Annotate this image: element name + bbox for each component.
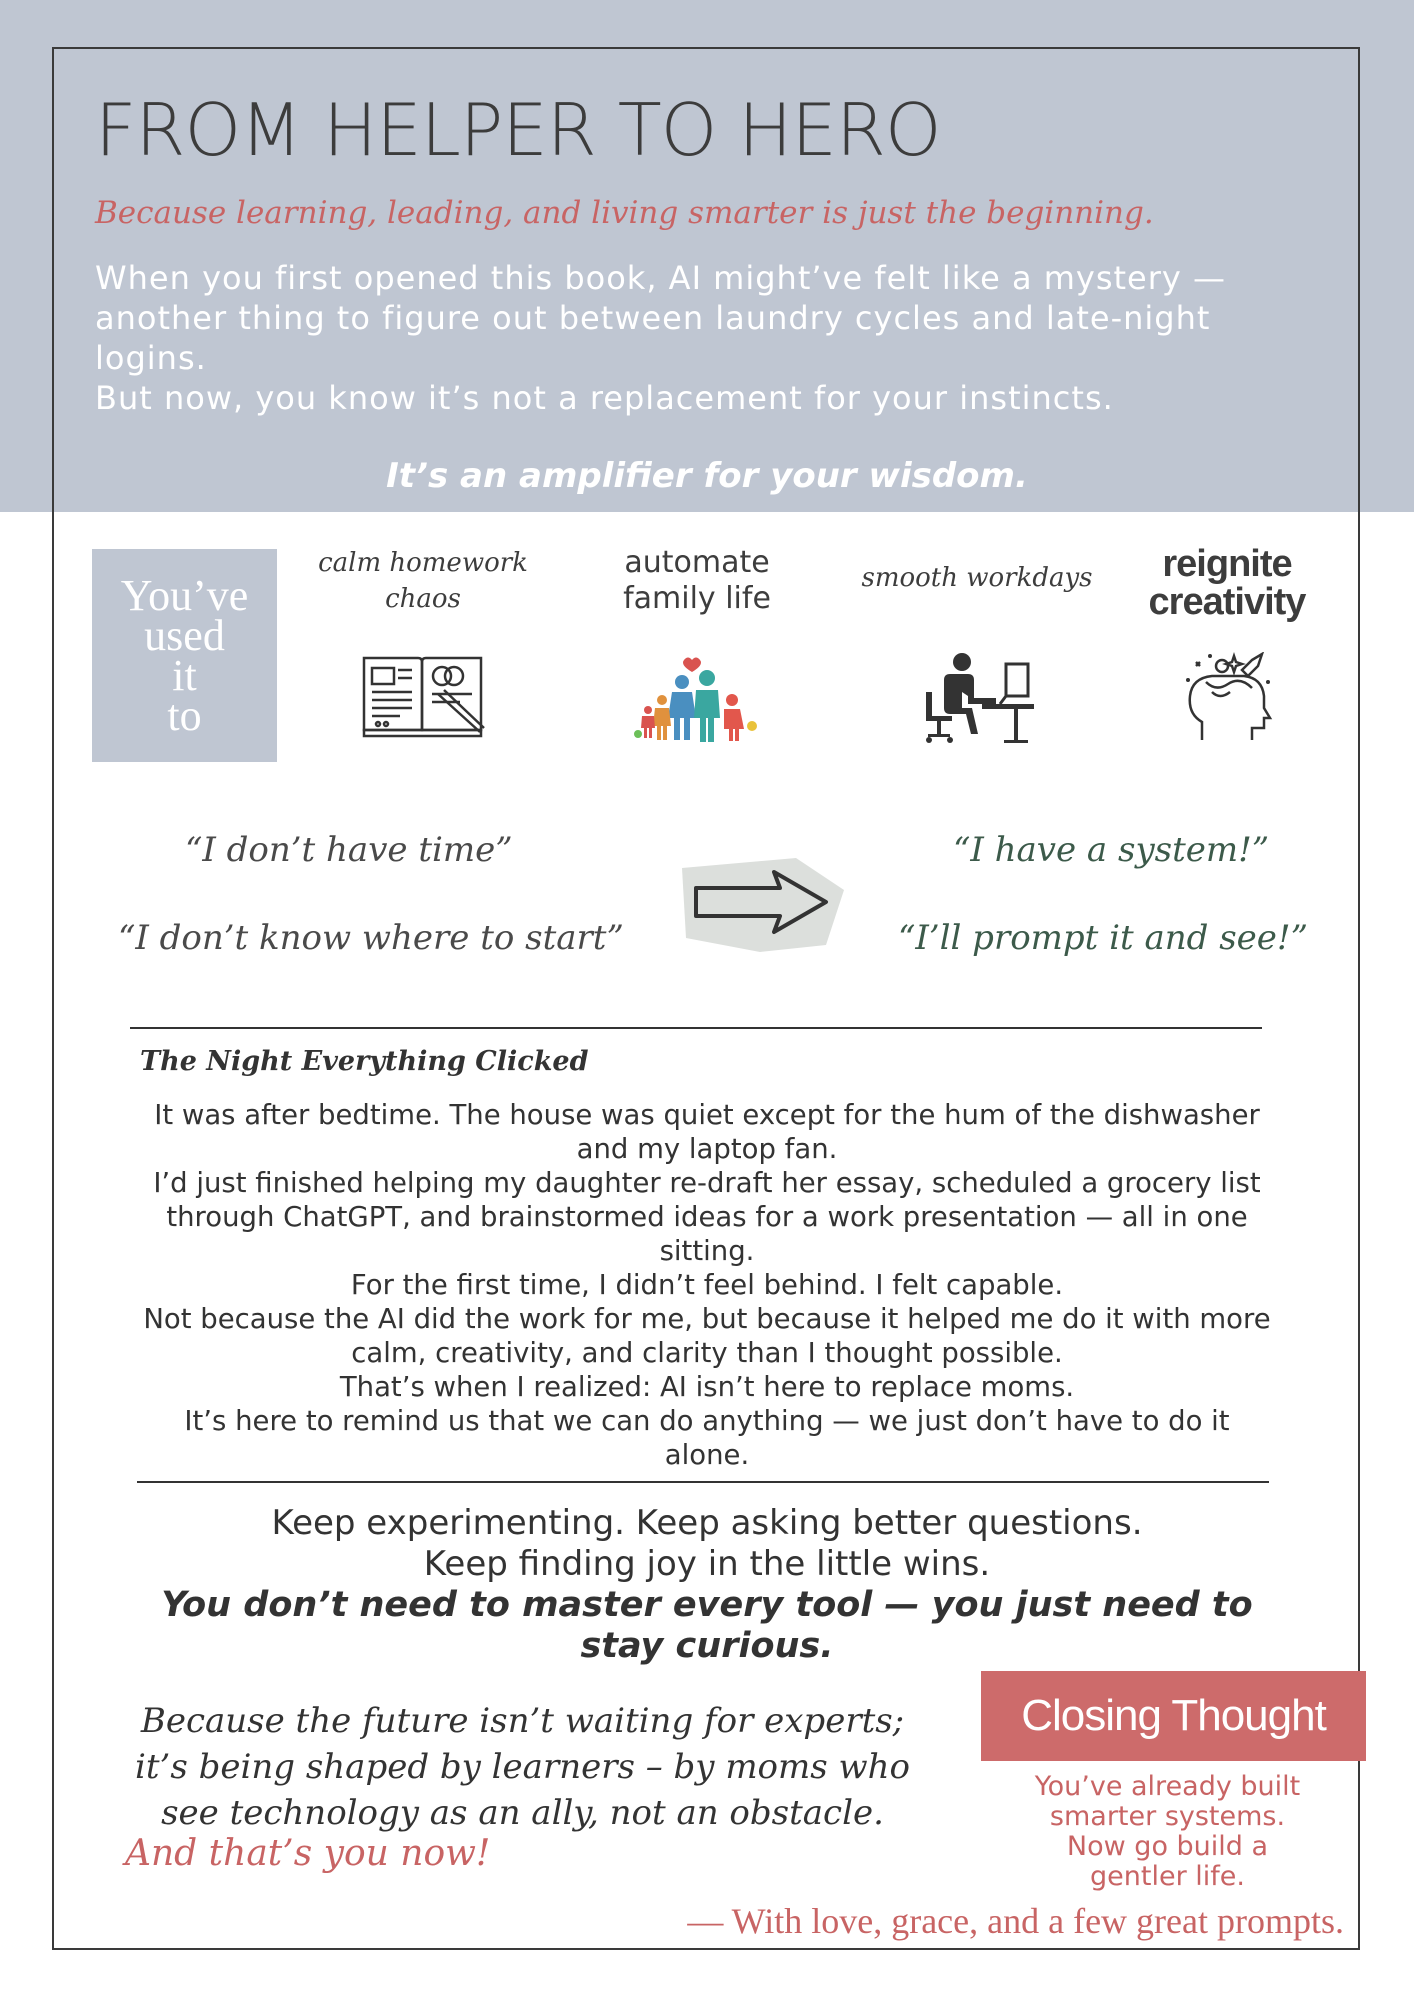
use-label: smooth workdays xyxy=(861,563,1093,593)
because-line: see technology as an ally, not an obstacle. xyxy=(161,1793,884,1833)
closing-line: You’ve already built xyxy=(1034,1771,1301,1802)
closing-line: Now go build a xyxy=(1066,1831,1269,1862)
use-item-creativity xyxy=(1132,545,1322,621)
encouragement xyxy=(130,1503,1284,1667)
intro-line: When you first opened this book, AI might’ve felt like a mystery — another thing to figure out between laundry cycles and late-night logins. xyxy=(95,259,1226,377)
after-quote: “I have a system!” xyxy=(953,830,1270,870)
use-label: calm homework chaos xyxy=(318,548,528,614)
homework-book-icon xyxy=(360,652,485,740)
signature: — With love, grace, and a few great prompts. xyxy=(687,1901,1344,1941)
story-title: The Night Everything Clicked xyxy=(140,1046,589,1077)
story-line: That’s when I realized: AI isn’t here to replace moms. xyxy=(339,1371,1075,1403)
intro-text xyxy=(95,258,1320,418)
use-item-homework xyxy=(308,545,538,617)
closing-thought-text xyxy=(1000,1772,1335,1892)
story-line: Not because the AI did the work for me, but because it helped me do it with more calm, creativity, and clarity than I thought possible. xyxy=(143,1303,1271,1369)
use-label: reignite creativity xyxy=(1148,543,1306,623)
closing-thought-label: Closing Thought xyxy=(981,1671,1366,1761)
before-quote: “I don’t have time” xyxy=(185,830,513,870)
used-it-to-box xyxy=(92,549,277,762)
used-heading-line: You’ve xyxy=(120,570,249,620)
used-heading-line: it xyxy=(172,650,197,700)
divider xyxy=(137,1481,1269,1483)
arrow-right-icon xyxy=(676,850,846,955)
story-text xyxy=(140,1098,1274,1472)
story-line: It was after bedtime. The house was quiet except for the hum of the dishwasher and my laptop fan. xyxy=(154,1099,1260,1165)
divider xyxy=(130,1027,1262,1029)
family-icon xyxy=(632,652,762,744)
before-quote: “I don’t know where to start” xyxy=(118,918,624,958)
used-heading-line: to xyxy=(167,690,202,740)
closing-line: gentler life. xyxy=(1090,1861,1245,1892)
page-title: FROM HELPER TO HERO xyxy=(95,88,941,172)
thats-you-now: And that’s you now! xyxy=(125,1833,491,1874)
because-statement xyxy=(115,1698,930,1836)
because-line: Because the future isn’t waiting for experts; xyxy=(140,1701,905,1741)
page-subtitle: Because learning, leading, and living smarter is just the beginning. xyxy=(95,195,1154,231)
used-heading-line: used xyxy=(144,610,225,660)
intro-line: But now, you know it’s not a replacement for your instincts. xyxy=(95,379,1114,417)
story-line: I’d just finished helping my daughter re-draft her essay, scheduled a grocery list through ChatGPT, and brainstormed ideas for a work presentation — all in one sitting. xyxy=(153,1167,1261,1267)
use-item-family xyxy=(592,545,802,617)
closing-line: smarter systems. xyxy=(1049,1801,1286,1832)
encouragement-bold: You don’t need to master every tool — you just need to stay curious. xyxy=(161,1585,1253,1666)
encouragement-line: Keep experimenting. Keep asking better questions. xyxy=(271,1503,1143,1543)
use-label: automate family life xyxy=(623,545,771,616)
amplifier-statement: It’s an amplifier for your wisdom. xyxy=(386,456,1028,496)
story-line: It’s here to remind us that we can do anything — we just don’t have to do it alone. xyxy=(184,1405,1230,1471)
encouragement-line: Keep finding joy in the little wins. xyxy=(423,1544,991,1584)
desk-worker-icon xyxy=(922,652,1034,744)
after-quote: “I’ll prompt it and see!” xyxy=(898,918,1308,958)
use-item-workdays xyxy=(846,560,1108,596)
story-line: For the first time, I didn’t feel behind. I felt capable. xyxy=(350,1269,1064,1301)
creative-head-icon xyxy=(1182,652,1274,742)
because-line: it’s being shaped by learners – by moms who xyxy=(135,1747,910,1787)
